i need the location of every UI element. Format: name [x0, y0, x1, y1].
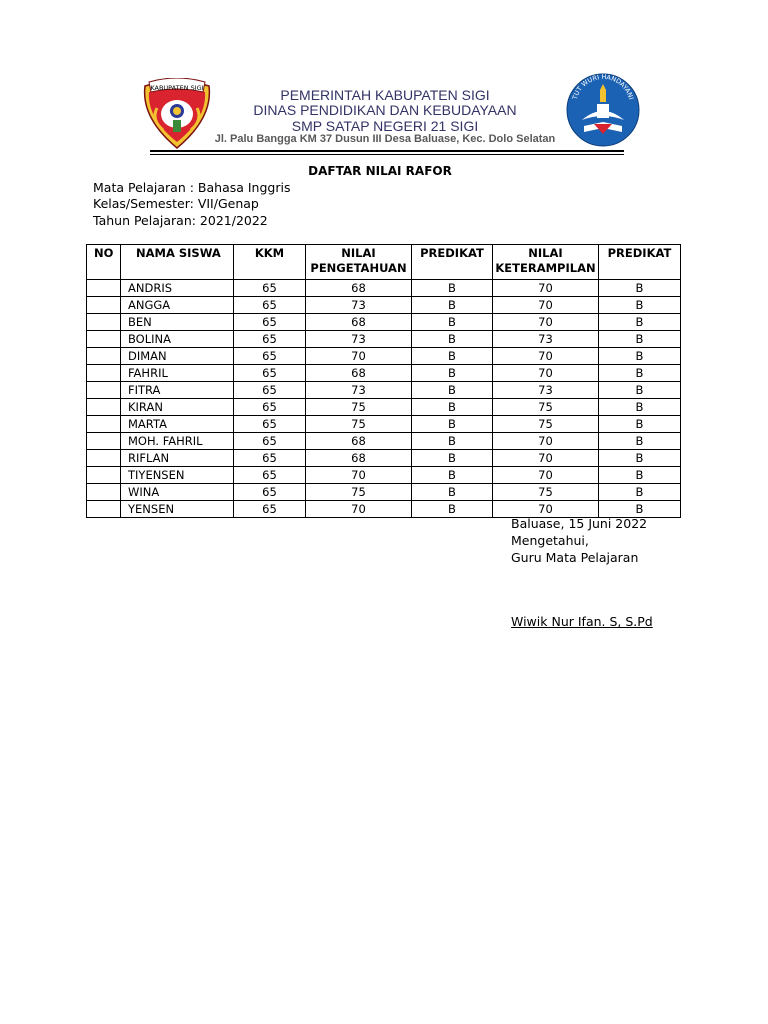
signature-role: Guru Mata Pelajaran [511, 550, 639, 565]
kop-address: Jl. Palu Bangga KM 37 Dusun III Desa Baluase, Kec. Dolo Selatan [214, 133, 556, 145]
tut-wuri-handayani-logo [564, 72, 642, 148]
cell-nilai-keterampilan: 70 [493, 314, 599, 331]
grades-table [86, 244, 681, 518]
cell-nilai-pengetahuan: 73 [306, 382, 412, 399]
table-row [87, 484, 681, 501]
cell-nilai-pengetahuan: 70 [306, 501, 412, 518]
right-logo-text: TUT WURI HANDAYANI [570, 72, 636, 101]
cell-nilai-pengetahuan: 73 [306, 331, 412, 348]
cell-predikat-keterampilan: B [599, 399, 681, 416]
cell-name: BOLINA [121, 331, 234, 348]
cell-kkm: 65 [234, 314, 306, 331]
cell-nilai-pengetahuan: 75 [306, 416, 412, 433]
cell-no [87, 416, 121, 433]
cell-no [87, 280, 121, 297]
table-row [87, 450, 681, 467]
cell-predikat-keterampilan: B [599, 314, 681, 331]
cell-predikat-pengetahuan: B [412, 467, 493, 484]
header-no: NO [87, 245, 121, 280]
header-predikat-keterampilan: PREDIKAT [599, 245, 681, 280]
header-name: NAMA SISWA [121, 245, 234, 280]
cell-predikat-pengetahuan: B [412, 314, 493, 331]
cell-nilai-pengetahuan: 70 [306, 467, 412, 484]
table-row [87, 280, 681, 297]
cell-no [87, 314, 121, 331]
cell-no [87, 348, 121, 365]
cell-no [87, 399, 121, 416]
cell-predikat-keterampilan: B [599, 280, 681, 297]
cell-kkm: 65 [234, 450, 306, 467]
cell-nilai-pengetahuan: 68 [306, 433, 412, 450]
cell-predikat-pengetahuan: B [412, 365, 493, 382]
table-row [87, 467, 681, 484]
header-rule-thick [150, 150, 624, 152]
cell-predikat-pengetahuan: B [412, 433, 493, 450]
cell-no [87, 450, 121, 467]
academic-year-line: Tahun Pelajaran: 2021/2022 [93, 213, 268, 228]
cell-predikat-keterampilan: B [599, 382, 681, 399]
cell-kkm: 65 [234, 365, 306, 382]
cell-nilai-pengetahuan: 70 [306, 348, 412, 365]
table-row [87, 399, 681, 416]
cell-predikat-pengetahuan: B [412, 484, 493, 501]
cell-name: MARTA [121, 416, 234, 433]
cell-nilai-keterampilan: 70 [493, 450, 599, 467]
table-row [87, 297, 681, 314]
cell-kkm: 65 [234, 433, 306, 450]
cell-nilai-keterampilan: 73 [493, 382, 599, 399]
left-logo-text: KABUPATEN SIGI [150, 84, 204, 92]
cell-predikat-keterampilan: B [599, 416, 681, 433]
cell-nilai-keterampilan: 70 [493, 280, 599, 297]
header-nilai-keterampilan-line1: NILAI [528, 246, 563, 260]
cell-nilai-keterampilan: 75 [493, 399, 599, 416]
header-rule-thin [150, 154, 624, 155]
cell-name: FAHRIL [121, 365, 234, 382]
cell-kkm: 65 [234, 399, 306, 416]
cell-predikat-pengetahuan: B [412, 348, 493, 365]
cell-name: ANGGA [121, 297, 234, 314]
cell-name: FITRA [121, 382, 234, 399]
subject-line: Mata Pelajaran : Bahasa Inggris [93, 180, 291, 195]
cell-predikat-keterampilan: B [599, 297, 681, 314]
kop-line-3: SMP SATAP NEGERI 21 SIGI [291, 118, 479, 134]
cell-name: YENSEN [121, 501, 234, 518]
cell-no [87, 365, 121, 382]
cell-nilai-pengetahuan: 68 [306, 314, 412, 331]
cell-kkm: 65 [234, 297, 306, 314]
cell-name: ANDRIS [121, 280, 234, 297]
cell-predikat-keterampilan: B [599, 331, 681, 348]
cell-nilai-keterampilan: 70 [493, 433, 599, 450]
cell-predikat-pengetahuan: B [412, 297, 493, 314]
table-row [87, 501, 681, 518]
cell-kkm: 65 [234, 348, 306, 365]
cell-nilai-pengetahuan: 75 [306, 484, 412, 501]
cell-no [87, 467, 121, 484]
cell-nilai-keterampilan: 70 [493, 501, 599, 518]
cell-no [87, 433, 121, 450]
cell-no [87, 297, 121, 314]
cell-kkm: 65 [234, 484, 306, 501]
signature-place-date: Baluase, 15 Juni 2022 [511, 516, 648, 531]
cell-predikat-keterampilan: B [599, 484, 681, 501]
header-nilai-pengetahuan-line1: NILAI [341, 246, 376, 260]
cell-name: DIMAN [121, 348, 234, 365]
table-row [87, 433, 681, 450]
table-row [87, 416, 681, 433]
cell-name: TIYENSEN [121, 467, 234, 484]
header-predikat-pengetahuan: PREDIKAT [412, 245, 493, 280]
cell-kkm: 65 [234, 280, 306, 297]
cell-nilai-pengetahuan: 68 [306, 365, 412, 382]
cell-nilai-pengetahuan: 75 [306, 399, 412, 416]
cell-predikat-pengetahuan: B [412, 331, 493, 348]
header-kkm: KKM [234, 245, 306, 280]
header-nilai-keterampilan-line2: KETERAMPILAN [495, 261, 596, 275]
cell-predikat-keterampilan: B [599, 467, 681, 484]
signature-name: Wiwik Nur Ifan. S, S.Pd [511, 614, 653, 629]
cell-nilai-keterampilan: 75 [493, 484, 599, 501]
table-row [87, 331, 681, 348]
table-row [87, 382, 681, 399]
kop-line-2: DINAS PENDIDIKAN DAN KEBUDAYAAN [253, 102, 517, 118]
cell-name: BEN [121, 314, 234, 331]
header-nilai-pengetahuan [306, 245, 412, 280]
cell-predikat-pengetahuan: B [412, 450, 493, 467]
signature-acknowledged: Mengetahui, [511, 533, 589, 548]
cell-predikat-pengetahuan: B [412, 501, 493, 518]
cell-predikat-keterampilan: B [599, 365, 681, 382]
header-nilai-pengetahuan-line2: PENGETAHUAN [310, 261, 407, 275]
cell-nilai-keterampilan: 70 [493, 297, 599, 314]
cell-nilai-keterampilan: 70 [493, 467, 599, 484]
table-row [87, 348, 681, 365]
cell-predikat-pengetahuan: B [412, 280, 493, 297]
cell-no [87, 501, 121, 518]
cell-kkm: 65 [234, 331, 306, 348]
kop-line-1: PEMERINTAH KABUPATEN SIGI [280, 87, 490, 103]
cell-no [87, 382, 121, 399]
cell-kkm: 65 [234, 382, 306, 399]
cell-predikat-pengetahuan: B [412, 399, 493, 416]
cell-kkm: 65 [234, 467, 306, 484]
table-row [87, 365, 681, 382]
header-nilai-keterampilan [493, 245, 599, 280]
cell-predikat-keterampilan: B [599, 433, 681, 450]
cell-nilai-pengetahuan: 73 [306, 297, 412, 314]
cell-kkm: 65 [234, 501, 306, 518]
cell-no [87, 484, 121, 501]
cell-name: MOH. FAHRIL [121, 433, 234, 450]
cell-nilai-pengetahuan: 68 [306, 450, 412, 467]
cell-no [87, 331, 121, 348]
cell-name: RIFLAN [121, 450, 234, 467]
cell-predikat-pengetahuan: B [412, 382, 493, 399]
table-header-row [87, 245, 681, 280]
cell-predikat-keterampilan: B [599, 450, 681, 467]
cell-name: WINA [121, 484, 234, 501]
cell-name: KIRAN [121, 399, 234, 416]
cell-predikat-keterampilan: B [599, 348, 681, 365]
cell-nilai-pengetahuan: 68 [306, 280, 412, 297]
class-semester-line: Kelas/Semester: VII/Genap [93, 196, 259, 211]
cell-nilai-keterampilan: 73 [493, 331, 599, 348]
document-title: DAFTAR NILAI RAFOR [308, 164, 452, 178]
cell-predikat-keterampilan: B [599, 501, 681, 518]
cell-nilai-keterampilan: 70 [493, 365, 599, 382]
cell-nilai-keterampilan: 70 [493, 348, 599, 365]
cell-kkm: 65 [234, 416, 306, 433]
cell-nilai-keterampilan: 75 [493, 416, 599, 433]
table-row [87, 314, 681, 331]
cell-predikat-pengetahuan: B [412, 416, 493, 433]
